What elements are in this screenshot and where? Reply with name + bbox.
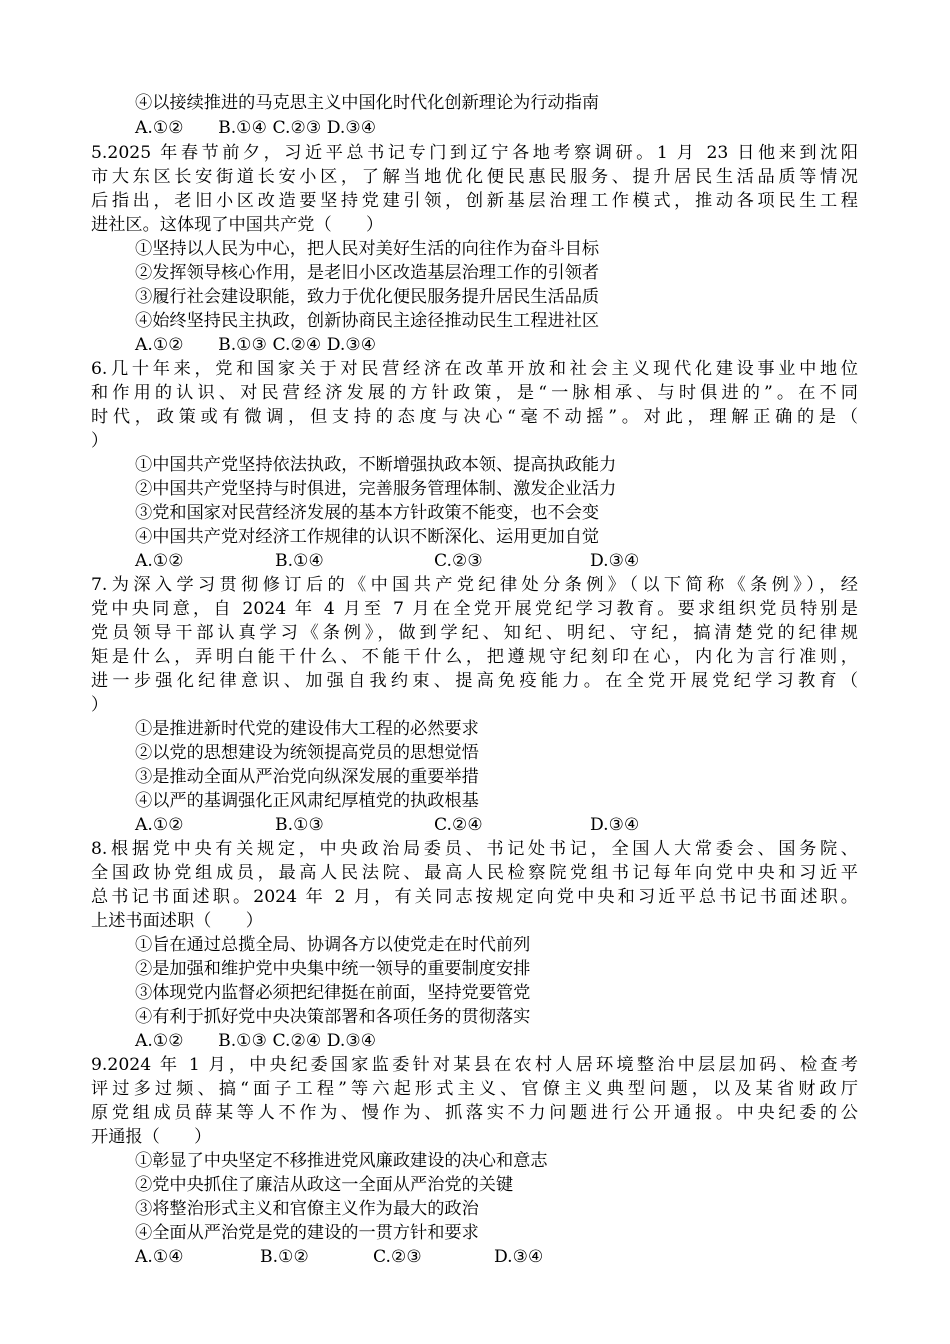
q7-option-3: ③是推动全面从严治党向纵深发展的重要举措 (135, 767, 479, 787)
q7-answer-b: B.①③ (275, 815, 324, 835)
q6-stem-line: 时代，政策或有微调，但支持的态度与决心“毫不动摇”。对此，理解正确的是（ (91, 407, 858, 427)
q8-stem-line: 8.根据党中央有关规定，中央政治局委员、书记处书记，全国人大常委会、国务院、 (91, 839, 858, 859)
q4-answers: A.①② B.①④ C.②③ D.③④ (135, 118, 377, 138)
q8-stem-line: 上述书面述职（ ） (91, 911, 263, 931)
q6-option-1: ①中国共产党坚持依法执政，不断增强执政本领、提高执政能力 (135, 455, 617, 475)
q6-answer-c: C.②③ (434, 551, 483, 571)
q8-option-4: ④有利于抓好党中央决策部署和各项任务的贯彻落实 (135, 1007, 531, 1027)
q6-option-2: ②中国共产党坚持与时俱进，完善服务管理体制、激发企业活力 (135, 479, 617, 499)
q9-stem-line: 原党组成员薛某等人不作为、慢作为、抓落实不力问题进行公开通报。中央纪委的公 (91, 1103, 858, 1123)
q9-stem-line: 开通报（ ） (91, 1127, 212, 1147)
q8-stem-line: 总书记书面述职。2024 年 2 月，有关同志按规定向党中央和习近平总书记书面述职。 (91, 887, 858, 907)
q8-answers: A.①② B.①③ C.②④ D.③④ (135, 1031, 377, 1051)
q7-stem-line: 党中央同意，自 2024 年 4 月至 7 月在全党开展党纪学习教育。要求组织党员特别是 (91, 599, 858, 619)
q9-stem-line: 9.2024 年 1 月，中央纪委国家监委针对某县在农村人居环境整治中层层加码、检查考 (91, 1055, 858, 1075)
q7-answer-d: D.③④ (590, 815, 640, 835)
q7-stem-line: 党员领导干部认真学习《条例》，做到学纪、知纪、明纪、守纪，搞清楚党的纪律规 (91, 623, 858, 643)
q4-option-4: ④以接续推进的马克思主义中国化时代化创新理论为行动指南 (135, 93, 600, 113)
q6-answer-d: D.③④ (590, 551, 640, 571)
q7-option-4: ④以严的基调强化正风肃纪厚植党的执政根基 (135, 791, 479, 811)
q9-answer-c: C.②③ (373, 1247, 422, 1267)
q5-option-2: ②发挥领导核心作用，是老旧小区改造基层治理工作的引领者 (135, 263, 600, 283)
q8-option-3: ③体现党内监督必须把纪律挺在前面，坚持党要管党 (135, 983, 531, 1003)
q8-option-2: ②是加强和维护党中央集中统一领导的重要制度安排 (135, 959, 531, 979)
q7-answer-a: A.①② (135, 815, 184, 835)
q7-stem-line: 进一步强化纪律意识、加强自我约束、提高免疫能力。在全党开展党纪学习教育（ (91, 671, 858, 691)
q6-stem-line: ） (91, 431, 109, 451)
q9-option-3: ③将整治形式主义和官僚主义作为最大的政治 (135, 1199, 479, 1219)
q5-stem-line: 后指出，老旧小区改造要坚持党建引领，创新基层治理工作模式，推动各项民生工程 (91, 191, 858, 211)
q7-stem-line: 7.为深入学习贯彻修订后的《中国共产党纪律处分条例》（以下简称《条例》），经 (91, 575, 858, 595)
q6-stem-line: 6.几十年来，党和国家关于对民营经济在改革开放和社会主义现代化建设事业中地位 (91, 359, 858, 379)
q5-stem-line: 5.2025 年春节前夕，习近平总书记专门到辽宁各地考察调研。1 月 23 日他来到沈阳 (91, 143, 858, 163)
q5-option-1: ①坚持以人民为中心，把人民对美好生活的向往作为奋斗目标 (135, 239, 600, 259)
q8-option-1: ①旨在通过总揽全局、协调各方以使党走在时代前列 (135, 935, 531, 955)
q9-answer-a: A.①④ (135, 1247, 184, 1267)
q6-stem-line: 和作用的认识、对民营经济发展的方针政策，是“一脉相承、与时俱进的”。在不同 (91, 383, 858, 403)
q8-stem-line: 全国政协党组成员，最高人民法院、最高人民检察院党组书记每年向党中央和习近平 (91, 863, 858, 883)
q9-answer-b: B.①② (260, 1247, 309, 1267)
q7-stem-line: ） (91, 695, 109, 715)
q9-option-4: ④全面从严治党是党的建设的一贯方针和要求 (135, 1223, 479, 1243)
q5-option-4: ④始终坚持民主执政，创新协商民主途径推动民生工程进社区 (135, 311, 600, 331)
q5-answers: A.①② B.①③ C.②④ D.③④ (135, 335, 377, 355)
q6-answer-b: B.①④ (275, 551, 324, 571)
q7-option-1: ①是推进新时代党的建设伟大工程的必然要求 (135, 719, 479, 739)
q7-option-2: ②以党的思想建设为统领提高党员的思想觉悟 (135, 743, 479, 763)
q5-option-3: ③履行社会建设职能，致力于优化便民服务提升居民生活品质 (135, 287, 600, 307)
q9-stem-line: 评过多过频、搞“面子工程”等六起形式主义、官僚主义典型问题，以及某省财政厅 (91, 1079, 858, 1099)
q9-answer-d: D.③④ (494, 1247, 544, 1267)
q9-option-1: ①彰显了中央坚定不移推进党风廉政建设的决心和意志 (135, 1151, 548, 1171)
q6-option-4: ④中国共产党对经济工作规律的认识不断深化、运用更加自觉 (135, 527, 600, 547)
q7-stem-line: 矩是什么，弄明白能干什么、不能干什么，把遵规守纪刻印在心，内化为言行准则， (91, 647, 858, 667)
q7-answer-c: C.②④ (434, 815, 483, 835)
q6-option-3: ③党和国家对民营经济发展的基本方针政策不能变，也不会变 (135, 503, 600, 523)
q6-answer-a: A.①② (135, 551, 184, 571)
q9-option-2: ②党中央抓住了廉洁从政这一全面从严治党的关键 (135, 1175, 514, 1195)
q5-stem-line: 市大东区长安街道长安小区，了解当地优化便民惠民服务、提升居民生活品质等情况 (91, 167, 858, 187)
q5-stem-line: 进社区。这体现了中国共产党（ ） (91, 215, 384, 235)
